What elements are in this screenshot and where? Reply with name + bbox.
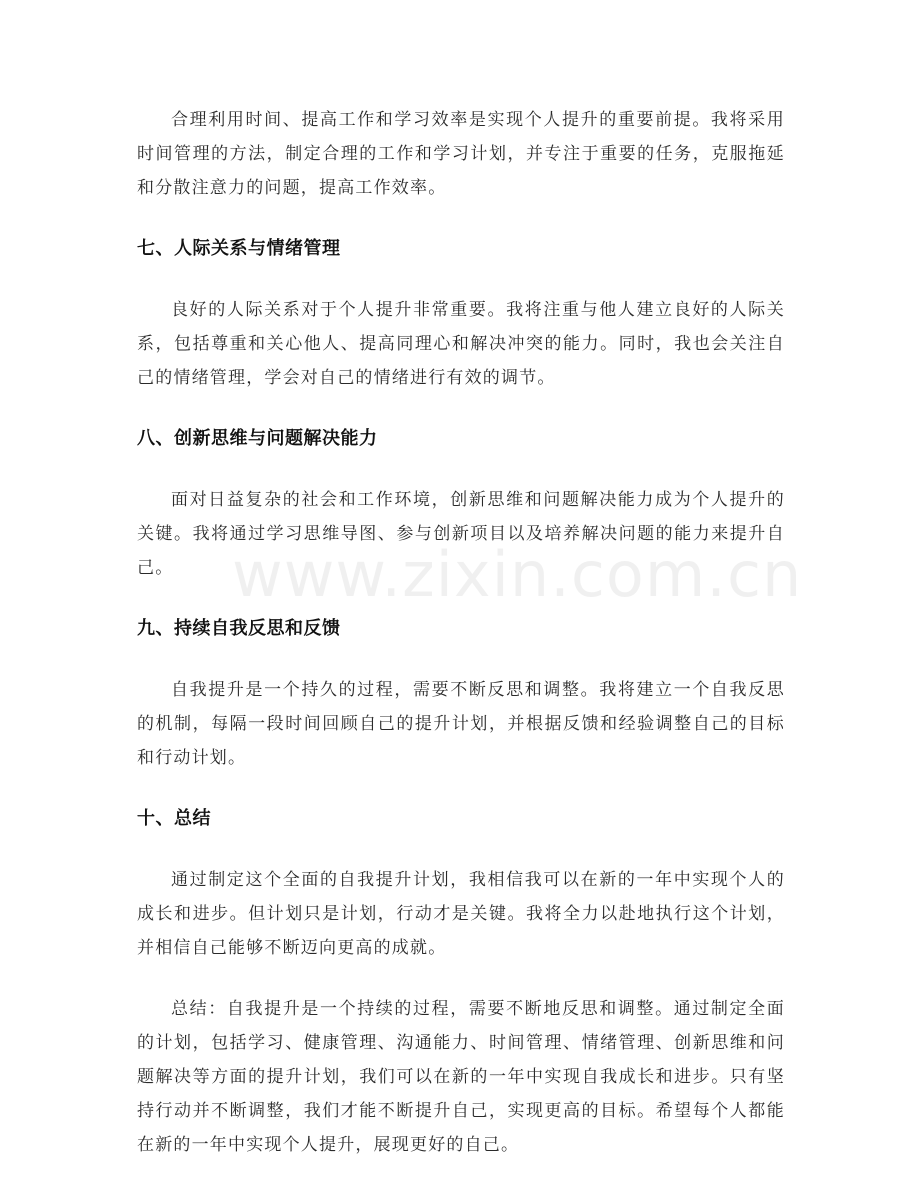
section-heading-8: 八、创新思维与问题解决能力 — [137, 428, 378, 449]
section-heading-7: 七、人际关系与情绪管理 — [137, 238, 341, 259]
paragraph-summary: 总结：自我提升是一个持续的过程，需要不断地反思和调整。通过制定全面的计划，包括学习、健康管理、沟通能力、时间管理、情绪管理、创新思维和问题解决等方面的提升计划，我们可以在新的一年中实现自我成长和进步。只有坚持行动并不断调整，我们才能不断提升自己，实现更高的目标。希望每个人都能在新的一年中实现个人提升，展现更好的自己。 — [137, 999, 785, 1155]
section-heading-9: 九、持续自我反思和反馈 — [137, 618, 341, 639]
paragraph-time-management: 合理利用时间、提高工作和学习效率是实现个人提升的重要前提。我将采用时间管理的方法，制定合理的工作和学习计划，并专注于重要的任务，克服拖延和分散注意力的问题，提高工作效率。 — [137, 110, 785, 198]
paragraph-innovation: 面对日益复杂的社会和工作环境，创新思维和问题解决能力成为个人提升的关键。我将通过学习思维导图、参与创新项目以及培养解决问题的能力来提升自己。 — [137, 490, 785, 578]
section-heading-10: 十、总结 — [137, 808, 211, 829]
document-body — [137, 103, 803, 1162]
watermark-text: www.zixin.com.cn — [232, 538, 803, 611]
paragraph-conclusion: 通过制定这个全面的自我提升计划，我相信我可以在新的一年中实现个人的成长和进步。但计划只是计划，行动才是关键。我将全力以赴地执行这个计划，并相信自己能够不断迈向更高的成就。 — [137, 870, 785, 958]
paragraph-reflection: 自我提升是一个持久的过程，需要不断反思和调整。我将建立一个自我反思的机制，每隔一段时间回顾自己的提升计划，并根据反馈和经验调整自己的目标和行动计划。 — [137, 680, 785, 768]
paragraph-relationships: 良好的人际关系对于个人提升非常重要。我将注重与他人建立良好的人际关系，包括尊重和关心他人、提高同理心和解决冲突的能力。同时，我也会关注自己的情绪管理，学会对自己的情绪进行有效的调节。 — [137, 300, 785, 388]
